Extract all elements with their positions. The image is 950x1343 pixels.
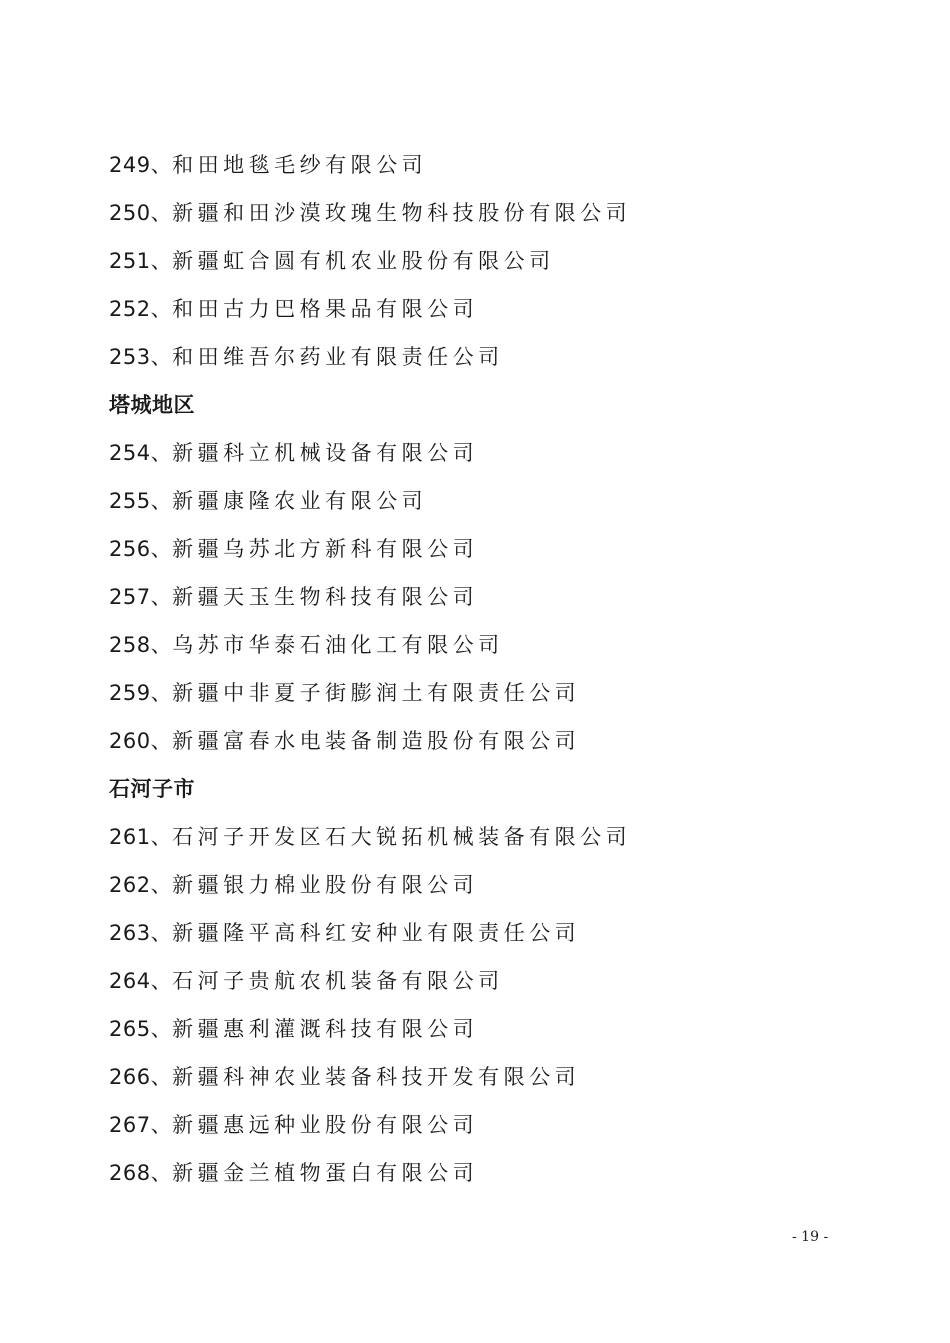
item-number: 258、: [109, 633, 173, 657]
item-number: 253、: [109, 345, 173, 369]
item-number: 260、: [109, 729, 173, 753]
item-number: 251、: [109, 249, 173, 273]
item-number: 255、: [109, 489, 173, 513]
company-name: 新疆康隆农业有限公司: [172, 489, 428, 513]
list-item: [109, 1005, 869, 1053]
list-item: [109, 285, 869, 333]
item-number: 266、: [109, 1065, 173, 1089]
company-name: 新疆和田沙漠玫瑰生物科技股份有限公司: [172, 201, 632, 225]
item-number: 263、: [109, 921, 173, 945]
company-name: 新疆中非夏子街膨润土有限责任公司: [172, 681, 581, 705]
list-item: [109, 189, 869, 237]
list-item: [109, 525, 869, 573]
list-item: [109, 573, 869, 621]
list-item: [109, 861, 869, 909]
company-name: 新疆科神农业装备科技开发有限公司: [172, 1065, 581, 1089]
list-item: [109, 1053, 869, 1101]
list-item: [109, 1149, 869, 1197]
section-heading: 塔城地区: [109, 393, 195, 417]
item-number: 254、: [109, 441, 173, 465]
list-item: [109, 1101, 869, 1149]
company-name: 新疆虹合圆有机农业股份有限公司: [172, 249, 555, 273]
item-number: 262、: [109, 873, 173, 897]
company-name: 新疆惠利灌溉科技有限公司: [172, 1017, 479, 1041]
list-item: [109, 141, 869, 189]
company-name: 新疆惠远种业股份有限公司: [172, 1113, 479, 1137]
list-item: [109, 429, 869, 477]
company-name: 和田维吾尔药业有限责任公司: [172, 345, 504, 369]
item-number: 250、: [109, 201, 173, 225]
item-number: 261、: [109, 825, 173, 849]
company-name: 新疆金兰植物蛋白有限公司: [172, 1161, 479, 1185]
item-number: 264、: [109, 969, 173, 993]
item-number: 252、: [109, 297, 173, 321]
item-number: 267、: [109, 1113, 173, 1137]
list-item: [109, 813, 869, 861]
item-number: 268、: [109, 1161, 173, 1185]
company-name: 新疆天玉生物科技有限公司: [172, 585, 479, 609]
page-number: - 19 -: [792, 1229, 829, 1245]
company-name: 乌苏市华泰石油化工有限公司: [172, 633, 504, 657]
item-number: 249、: [109, 153, 173, 177]
document-body: [109, 141, 869, 1197]
item-number: 265、: [109, 1017, 173, 1041]
company-name: 新疆科立机械设备有限公司: [172, 441, 479, 465]
list-item: [109, 909, 869, 957]
list-item: [109, 669, 869, 717]
company-name: 新疆乌苏北方新科有限公司: [172, 537, 479, 561]
list-item: [109, 621, 869, 669]
company-name: 新疆富春水电装备制造股份有限公司: [172, 729, 581, 753]
company-name: 石河子贵航农机装备有限公司: [172, 969, 504, 993]
section-heading: 石河子市: [109, 777, 195, 801]
list-item: [109, 333, 869, 381]
company-name: 新疆银力棉业股份有限公司: [172, 873, 479, 897]
item-number: 257、: [109, 585, 173, 609]
company-name: 新疆隆平高科红安种业有限责任公司: [172, 921, 581, 945]
list-item: [109, 957, 869, 1005]
company-name: 和田古力巴格果品有限公司: [172, 297, 479, 321]
item-number: 256、: [109, 537, 173, 561]
item-number: 259、: [109, 681, 173, 705]
company-name: 和田地毯毛纱有限公司: [172, 153, 428, 177]
list-item: [109, 237, 869, 285]
company-name: 石河子开发区石大锐拓机械装备有限公司: [172, 825, 632, 849]
list-item: [109, 477, 869, 525]
list-item: [109, 717, 869, 765]
